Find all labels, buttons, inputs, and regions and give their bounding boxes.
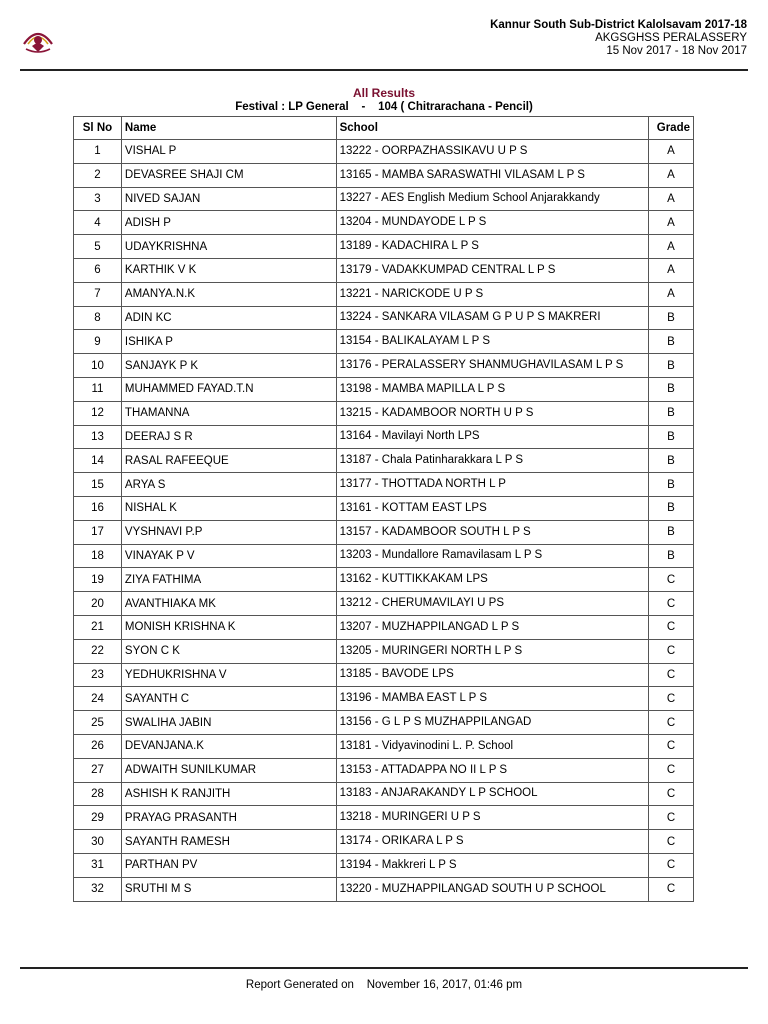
school-cell: 13157 - KADAMBOOR SOUTH L P S bbox=[336, 520, 648, 544]
report-title: All Results bbox=[352, 86, 415, 100]
name-cell: ADWAITH SUNILKUMAR bbox=[121, 758, 336, 782]
table-row bbox=[74, 258, 694, 282]
sl-no-cell: 32 bbox=[74, 877, 122, 901]
grade-cell: C bbox=[649, 568, 694, 592]
sl-no-cell: 20 bbox=[74, 592, 122, 616]
sl-no-cell: 6 bbox=[74, 258, 122, 282]
school-cell: 13176 - PERALASSERY SHANMUGHAVILASAM L P S bbox=[336, 354, 648, 378]
name-cell: SAYANTH RAMESH bbox=[121, 830, 336, 854]
name-cell: KARTHIK V K bbox=[121, 258, 336, 282]
table-row bbox=[74, 592, 694, 616]
table-row bbox=[74, 877, 694, 901]
grade-cell: A bbox=[649, 187, 694, 211]
school-cell: 13187 - Chala Patinharakkara L P S bbox=[336, 449, 648, 473]
sl-no-cell: 26 bbox=[74, 734, 122, 758]
grade-cell: C bbox=[649, 639, 694, 663]
school-cell: 13198 - MAMBA MAPILLA L P S bbox=[336, 377, 648, 401]
sl-no-cell: 25 bbox=[74, 711, 122, 735]
name-cell: ISHIKA P bbox=[121, 330, 336, 354]
school-cell: 13162 - KUTTIKKAKAM LPS bbox=[336, 568, 648, 592]
name-cell: MONISH KRISHNA K bbox=[121, 615, 336, 639]
table-row bbox=[74, 758, 694, 782]
event-dates: 15 Nov 2017 - 18 Nov 2017 bbox=[606, 45, 747, 57]
grade-cell: C bbox=[649, 687, 694, 711]
grade-cell: A bbox=[649, 211, 694, 235]
grade-cell: C bbox=[649, 734, 694, 758]
table-row bbox=[74, 306, 694, 330]
sl-no-cell: 12 bbox=[74, 401, 122, 425]
school-cell: 13203 - Mundallore Ramavilasam L P S bbox=[336, 544, 648, 568]
table-row bbox=[74, 806, 694, 830]
festival-subtitle: Festival : LP General - 104 ( Chitrarachana - Pencil) bbox=[235, 101, 533, 113]
school-cell: 13207 - MUZHAPPILANGAD L P S bbox=[336, 615, 648, 639]
name-cell: ADIN KC bbox=[121, 306, 336, 330]
name-cell: ZIYA FATHIMA bbox=[121, 568, 336, 592]
kalolsavam-logo-icon bbox=[20, 20, 56, 56]
sl-no-cell: 2 bbox=[74, 163, 122, 187]
sl-no-cell: 28 bbox=[74, 782, 122, 806]
report-generated-footer: Report Generated on November 16, 2017, 01:46 pm bbox=[245, 979, 523, 991]
table-row bbox=[74, 282, 694, 306]
grade-cell: B bbox=[649, 330, 694, 354]
sl-no-cell: 24 bbox=[74, 687, 122, 711]
school-cell: 13227 - AES English Medium School Anjarakkandy bbox=[336, 187, 648, 211]
school-cell: 13196 - MAMBA EAST L P S bbox=[336, 687, 648, 711]
table-row bbox=[74, 830, 694, 854]
school-cell: 13165 - MAMBA SARASWATHI VILASAM L P S bbox=[336, 163, 648, 187]
school-cell: 13185 - BAVODE LPS bbox=[336, 663, 648, 687]
header-divider bbox=[20, 69, 748, 71]
sl-no-cell: 18 bbox=[74, 544, 122, 568]
grade-cell: B bbox=[649, 449, 694, 473]
name-cell: VISHAL P bbox=[121, 140, 336, 164]
name-cell: DEVASREE SHAJI CM bbox=[121, 163, 336, 187]
school-cell: 13174 - ORIKARA L P S bbox=[336, 830, 648, 854]
school-cell: 13224 - SANKARA VILASAM G P U P S MAKRERI bbox=[336, 306, 648, 330]
sl-no-cell: 4 bbox=[74, 211, 122, 235]
name-cell: PRAYAG PRASANTH bbox=[121, 806, 336, 830]
table-row bbox=[74, 425, 694, 449]
school-cell: 13194 - Makkreri L P S bbox=[336, 853, 648, 877]
grade-cell: C bbox=[649, 877, 694, 901]
venue: AKGSGHSS PERALASSERY bbox=[595, 32, 747, 44]
grade-cell: B bbox=[649, 425, 694, 449]
table-row bbox=[74, 615, 694, 639]
sl-no-cell: 19 bbox=[74, 568, 122, 592]
name-cell: NISHAL K bbox=[121, 496, 336, 520]
sl-no-cell: 13 bbox=[74, 425, 122, 449]
table-row bbox=[74, 639, 694, 663]
table-row bbox=[74, 211, 694, 235]
school-cell: 13189 - KADACHIRA L P S bbox=[336, 235, 648, 259]
table-row bbox=[74, 235, 694, 259]
table-row bbox=[74, 568, 694, 592]
grade-cell: C bbox=[649, 830, 694, 854]
school-cell: 13179 - VADAKKUMPAD CENTRAL L P S bbox=[336, 258, 648, 282]
school-cell: 13161 - KOTTAM EAST LPS bbox=[336, 496, 648, 520]
sl-no-cell: 15 bbox=[74, 473, 122, 497]
sl-no-cell: 17 bbox=[74, 520, 122, 544]
table-row bbox=[74, 711, 694, 735]
table-row bbox=[74, 663, 694, 687]
table-row bbox=[74, 544, 694, 568]
sl-no-cell: 22 bbox=[74, 639, 122, 663]
column-header-sl-no: Sl No bbox=[74, 117, 122, 140]
school-cell: 13181 - Vidyavinodini L. P. School bbox=[336, 734, 648, 758]
name-cell: RASAL RAFEEQUE bbox=[121, 449, 336, 473]
sl-no-cell: 8 bbox=[74, 306, 122, 330]
grade-cell: C bbox=[649, 592, 694, 616]
grade-cell: A bbox=[649, 163, 694, 187]
column-header-grade: Grade bbox=[649, 117, 694, 140]
table-row bbox=[74, 496, 694, 520]
name-cell: DEERAJ S R bbox=[121, 425, 336, 449]
column-header-school: School bbox=[336, 117, 648, 140]
name-cell: AMANYA.N.K bbox=[121, 282, 336, 306]
table-row bbox=[74, 377, 694, 401]
grade-cell: C bbox=[649, 711, 694, 735]
grade-cell: A bbox=[649, 140, 694, 164]
school-cell: 13154 - BALIKALAYAM L P S bbox=[336, 330, 648, 354]
name-cell: SWALIHA JABIN bbox=[121, 711, 336, 735]
sl-no-cell: 5 bbox=[74, 235, 122, 259]
grade-cell: A bbox=[649, 258, 694, 282]
name-cell: DEVANJANA.K bbox=[121, 734, 336, 758]
grade-cell: C bbox=[649, 806, 694, 830]
grade-cell: B bbox=[649, 377, 694, 401]
sl-no-cell: 30 bbox=[74, 830, 122, 854]
column-header-name: Name bbox=[121, 117, 336, 140]
grade-cell: B bbox=[649, 496, 694, 520]
school-cell: 13204 - MUNDAYODE L P S bbox=[336, 211, 648, 235]
school-cell: 13183 - ANJARAKANDY L P SCHOOL bbox=[336, 782, 648, 806]
report-header bbox=[490, 19, 747, 58]
grade-cell: B bbox=[649, 544, 694, 568]
name-cell: VINAYAK P V bbox=[121, 544, 336, 568]
grade-cell: B bbox=[649, 473, 694, 497]
table-row bbox=[74, 734, 694, 758]
sl-no-cell: 14 bbox=[74, 449, 122, 473]
sl-no-cell: 9 bbox=[74, 330, 122, 354]
school-cell: 13222 - OORPAZHASSIKAVU U P S bbox=[336, 140, 648, 164]
name-cell: SRUTHI M S bbox=[121, 877, 336, 901]
sl-no-cell: 31 bbox=[74, 853, 122, 877]
sl-no-cell: 16 bbox=[74, 496, 122, 520]
school-cell: 13218 - MURINGERI U P S bbox=[336, 806, 648, 830]
table-row bbox=[74, 473, 694, 497]
name-cell: ADISH P bbox=[121, 211, 336, 235]
table-row bbox=[74, 354, 694, 378]
sl-no-cell: 27 bbox=[74, 758, 122, 782]
school-cell: 13220 - MUZHAPPILANGAD SOUTH U P SCHOOL bbox=[336, 877, 648, 901]
grade-cell: B bbox=[649, 306, 694, 330]
name-cell: THAMANNA bbox=[121, 401, 336, 425]
sl-no-cell: 1 bbox=[74, 140, 122, 164]
grade-cell: C bbox=[649, 782, 694, 806]
name-cell: SYON C K bbox=[121, 639, 336, 663]
name-cell: AVANTHIAKA MK bbox=[121, 592, 336, 616]
grade-cell: B bbox=[649, 354, 694, 378]
name-cell: PARTHAN PV bbox=[121, 853, 336, 877]
name-cell: ASHISH K RANJITH bbox=[121, 782, 336, 806]
table-row bbox=[74, 163, 694, 187]
table-header-row bbox=[74, 117, 694, 140]
table-row bbox=[74, 140, 694, 164]
name-cell: MUHAMMED FAYAD.T.N bbox=[121, 377, 336, 401]
name-cell: NIVED SAJAN bbox=[121, 187, 336, 211]
school-cell: 13177 - THOTTADA NORTH L P bbox=[336, 473, 648, 497]
results-table bbox=[73, 116, 694, 902]
school-cell: 13215 - KADAMBOOR NORTH U P S bbox=[336, 401, 648, 425]
school-cell: 13153 - ATTADAPPA NO II L P S bbox=[336, 758, 648, 782]
grade-cell: C bbox=[649, 663, 694, 687]
footer-divider bbox=[20, 967, 748, 969]
name-cell: VYSHNAVI P.P bbox=[121, 520, 336, 544]
grade-cell: C bbox=[649, 615, 694, 639]
name-cell: SANJAYK P K bbox=[121, 354, 336, 378]
sl-no-cell: 11 bbox=[74, 377, 122, 401]
grade-cell: C bbox=[649, 758, 694, 782]
table-row bbox=[74, 687, 694, 711]
table-row bbox=[74, 330, 694, 354]
name-cell: SAYANTH C bbox=[121, 687, 336, 711]
table-row bbox=[74, 520, 694, 544]
school-cell: 13221 - NARICKODE U P S bbox=[336, 282, 648, 306]
school-cell: 13205 - MURINGERI NORTH L P S bbox=[336, 639, 648, 663]
name-cell: ARYA S bbox=[121, 473, 336, 497]
grade-cell: B bbox=[649, 401, 694, 425]
table-row bbox=[74, 449, 694, 473]
grade-cell: B bbox=[649, 520, 694, 544]
sl-no-cell: 21 bbox=[74, 615, 122, 639]
school-cell: 13212 - CHERUMAVILAYI U PS bbox=[336, 592, 648, 616]
sl-no-cell: 3 bbox=[74, 187, 122, 211]
sl-no-cell: 10 bbox=[74, 354, 122, 378]
table-row bbox=[74, 853, 694, 877]
sl-no-cell: 29 bbox=[74, 806, 122, 830]
table-row bbox=[74, 401, 694, 425]
name-cell: YEDHUKRISHNA V bbox=[121, 663, 336, 687]
school-cell: 13156 - G L P S MUZHAPPILANGAD bbox=[336, 711, 648, 735]
name-cell: UDAYKRISHNA bbox=[121, 235, 336, 259]
grade-cell: A bbox=[649, 282, 694, 306]
table-row bbox=[74, 187, 694, 211]
table-row bbox=[74, 782, 694, 806]
school-cell: 13164 - Mavilayi North LPS bbox=[336, 425, 648, 449]
grade-cell: A bbox=[649, 235, 694, 259]
sl-no-cell: 23 bbox=[74, 663, 122, 687]
grade-cell: C bbox=[649, 853, 694, 877]
sl-no-cell: 7 bbox=[74, 282, 122, 306]
event-title: Kannur South Sub-District Kalolsavam 2017-18 bbox=[490, 19, 747, 31]
